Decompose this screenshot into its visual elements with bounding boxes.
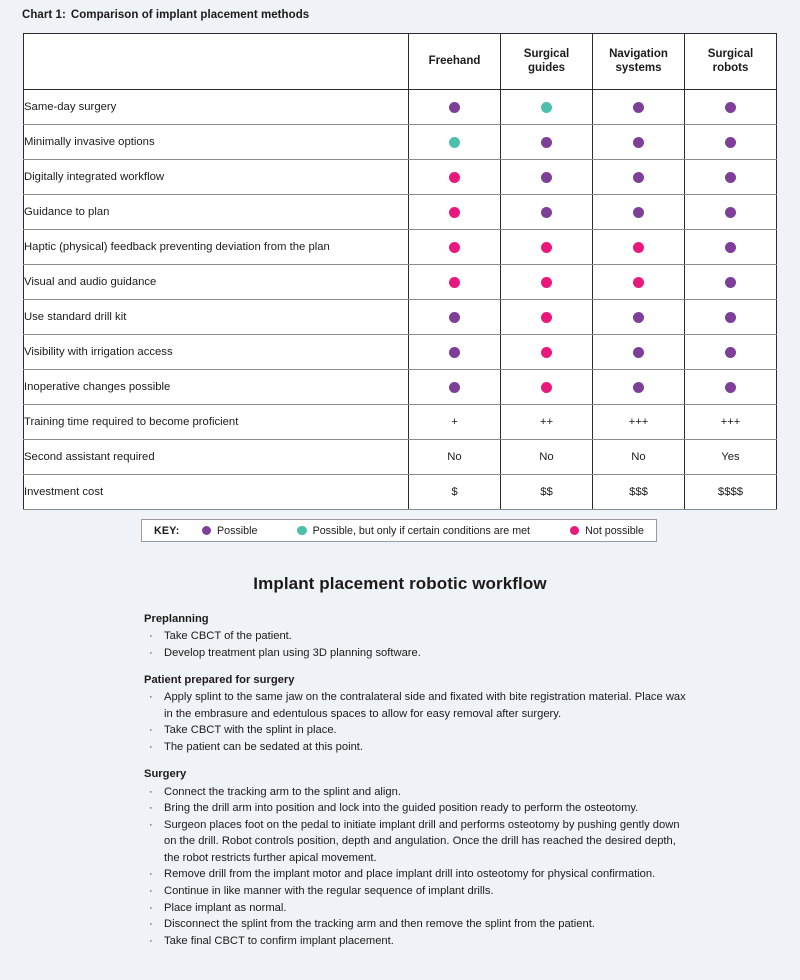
list-item-text: Take CBCT of the patient. (164, 630, 292, 643)
legend-text-conditional: Possible, but only if certain conditions are met (312, 524, 531, 537)
column-header-line-2: systems (615, 61, 662, 74)
column-header-freehand (409, 34, 501, 90)
table-row (24, 440, 777, 475)
cell-status-possible (685, 230, 777, 265)
status-dot-not-possible-icon (633, 277, 644, 288)
table-row (24, 265, 777, 300)
column-header-surgical-guides (501, 34, 593, 90)
list-item-text: Disconnect the splint from the tracking arm and then remove the splint from the patient. (164, 918, 595, 931)
status-dot-possible-icon (725, 312, 736, 323)
cell-status-not-possible (501, 230, 593, 265)
cell-value: + (409, 405, 501, 440)
legend-text-possible: Possible (217, 524, 258, 537)
bullet-icon: · (149, 918, 153, 931)
row-label: Minimally invasive options (24, 125, 409, 160)
row-label: Haptic (physical) feedback preventing deviation from the plan (24, 230, 409, 265)
comparison-table-wrapper (23, 33, 777, 510)
bullet-icon: · (149, 630, 153, 643)
column-header-line-1: Surgical (707, 47, 754, 60)
bullet-icon: · (149, 646, 153, 659)
column-header-navigation-systems (593, 34, 685, 90)
column-header-line-2: robots (712, 61, 749, 74)
status-dot-possible-icon (725, 347, 736, 358)
status-dot-possible-icon (541, 207, 552, 218)
status-dot-possible-icon (633, 102, 644, 113)
workflow-list (144, 784, 689, 950)
cell-status-possible (409, 335, 501, 370)
bullet-icon: · (149, 741, 153, 754)
cell-status-conditional (501, 90, 593, 125)
workflow-group (144, 611, 689, 661)
table-body (24, 90, 777, 510)
bullet-icon: · (149, 802, 153, 815)
bullet-icon: · (149, 885, 153, 898)
list-item-text: Bring the drill arm into position and lock into the guided position ready to perform the osteotomy. (164, 802, 639, 815)
column-header-surgical-robots (685, 34, 777, 90)
list-item-text: Place implant as normal. (164, 901, 287, 914)
list-item (144, 689, 689, 721)
workflow-list (144, 628, 689, 661)
status-dot-possible-icon (725, 207, 736, 218)
row-label: Guidance to plan (24, 195, 409, 230)
table-row (24, 125, 777, 160)
status-dot-possible-icon (725, 137, 736, 148)
chart-title (22, 9, 309, 21)
table-header-row (24, 34, 777, 90)
cell-status-possible (685, 160, 777, 195)
status-dot-possible-icon (449, 102, 460, 113)
list-item (144, 645, 689, 661)
status-dot-possible-icon (541, 172, 552, 183)
cell-status-possible (685, 370, 777, 405)
legend-key (141, 519, 657, 542)
cell-status-possible (501, 125, 593, 160)
status-dot-not-possible-icon (633, 242, 644, 253)
cell-status-possible (593, 90, 685, 125)
status-dot-conditional-icon (541, 102, 552, 113)
cell-status-not-possible (409, 265, 501, 300)
column-header-line-2: guides (527, 61, 566, 74)
table-row (24, 90, 777, 125)
workflow-body (144, 611, 689, 950)
table-head (24, 34, 777, 90)
list-item (144, 817, 689, 866)
bullet-icon: · (149, 868, 153, 881)
bullet-icon: · (149, 819, 153, 832)
list-item (144, 722, 689, 738)
status-dot-possible-icon (633, 172, 644, 183)
cell-value: Yes (685, 440, 777, 475)
table-row (24, 195, 777, 230)
list-item (144, 916, 689, 932)
list-item-text: Remove drill from the implant motor and place implant drill into osteotomy for physical confirmation. (164, 868, 656, 881)
status-dot-possible-icon (633, 207, 644, 218)
status-dot-not-possible-icon (541, 382, 552, 393)
cell-status-not-possible (501, 265, 593, 300)
cell-value: $$$ (593, 475, 685, 510)
cell-status-not-possible (409, 195, 501, 230)
cell-value: ++ (501, 405, 593, 440)
cell-status-not-possible (593, 230, 685, 265)
cell-status-possible (593, 195, 685, 230)
status-dot-possible-icon (633, 347, 644, 358)
table-row (24, 300, 777, 335)
status-dot-not-possible-icon (449, 277, 460, 288)
cell-status-not-possible (501, 335, 593, 370)
cell-value: No (593, 440, 685, 475)
status-dot-not-possible-icon (449, 242, 460, 253)
cell-status-possible (685, 125, 777, 160)
status-dot-possible-icon (725, 102, 736, 113)
table-row (24, 475, 777, 510)
comparison-table (23, 33, 777, 510)
legend-item-not-possible (570, 525, 644, 537)
cell-value: +++ (685, 405, 777, 440)
row-label: Same-day surgery (24, 90, 409, 125)
cell-status-not-possible (409, 160, 501, 195)
list-item (144, 628, 689, 644)
table-row (24, 160, 777, 195)
cell-status-possible (593, 370, 685, 405)
cell-status-possible (501, 160, 593, 195)
workflow-list (144, 689, 689, 755)
workflow-group (144, 672, 689, 755)
list-item (144, 866, 689, 882)
status-dot-not-possible-icon (449, 172, 460, 183)
cell-status-possible (685, 90, 777, 125)
cell-value: $$$$ (685, 475, 777, 510)
cell-status-possible (593, 125, 685, 160)
status-dot-possible-icon (449, 312, 460, 323)
cell-status-possible (685, 300, 777, 335)
column-header-line-1: Navigation (609, 47, 668, 60)
cell-status-possible (685, 195, 777, 230)
cell-status-conditional (409, 125, 501, 160)
cell-value: No (501, 440, 593, 475)
cell-status-not-possible (593, 265, 685, 300)
cell-status-not-possible (409, 230, 501, 265)
table-row (24, 335, 777, 370)
table-row (24, 230, 777, 265)
legend-text-not-possible: Not possible (585, 524, 644, 537)
cell-status-possible (685, 265, 777, 300)
status-dot-possible-icon (633, 312, 644, 323)
bullet-icon: · (149, 785, 153, 798)
list-item (144, 933, 689, 949)
status-dot-conditional-icon (449, 137, 460, 148)
row-label: Training time required to become proficient (24, 405, 409, 440)
cell-value: No (409, 440, 501, 475)
list-item (144, 800, 689, 816)
list-item-text: Surgeon places foot on the pedal to initiate implant drill and performs osteotomy by pushing gently down on the drill. Robot controls position, depth and angulation. Once the drill has reached the desired depth, the robot restricts further apical movement. (164, 819, 680, 864)
list-item-text: Continue in like manner with the regular sequence of implant drills. (164, 885, 494, 898)
legend-item-possible (202, 525, 258, 537)
legend-swatch-not-possible-icon (570, 526, 580, 536)
cell-status-possible (501, 195, 593, 230)
workflow-group-heading: Patient prepared for surgery (144, 674, 295, 687)
list-item-text: Develop treatment plan using 3D planning software. (164, 646, 421, 659)
cell-status-possible (409, 90, 501, 125)
list-item-text: The patient can be sedated at this point. (164, 741, 364, 754)
row-label: Use standard drill kit (24, 300, 409, 335)
list-item (144, 784, 689, 800)
status-dot-possible-icon (725, 242, 736, 253)
chart-number: Chart 1: (22, 9, 66, 21)
table-row (24, 405, 777, 440)
list-item (144, 739, 689, 755)
row-label: Digitally integrated workflow (24, 160, 409, 195)
row-label: Inoperative changes possible (24, 370, 409, 405)
status-dot-possible-icon (633, 137, 644, 148)
cell-status-possible (409, 300, 501, 335)
status-dot-possible-icon (449, 347, 460, 358)
table-corner-header (24, 34, 409, 90)
bullet-icon: · (149, 724, 153, 737)
status-dot-not-possible-icon (541, 312, 552, 323)
cell-value: $$ (501, 475, 593, 510)
row-label: Visibility with irrigation access (24, 335, 409, 370)
legend-swatch-conditional-icon (297, 526, 307, 536)
row-label: Visual and audio guidance (24, 265, 409, 300)
status-dot-not-possible-icon (541, 242, 552, 253)
cell-status-possible (593, 335, 685, 370)
status-dot-possible-icon (541, 137, 552, 148)
status-dot-possible-icon (633, 382, 644, 393)
status-dot-possible-icon (725, 277, 736, 288)
workflow-group-heading: Surgery (144, 768, 187, 781)
status-dot-possible-icon (725, 382, 736, 393)
column-header-line-1: Surgical (523, 47, 570, 60)
list-item-text: Connect the tracking arm to the splint and align. (164, 785, 401, 798)
status-dot-possible-icon (449, 382, 460, 393)
cell-status-not-possible (501, 370, 593, 405)
bullet-icon: · (149, 901, 153, 914)
workflow-group (144, 766, 689, 949)
status-dot-not-possible-icon (449, 207, 460, 218)
table-row (24, 370, 777, 405)
cell-value: +++ (593, 405, 685, 440)
cell-status-possible (685, 335, 777, 370)
workflow-group-heading: Preplanning (144, 613, 209, 625)
cell-status-possible (593, 300, 685, 335)
list-item (144, 883, 689, 899)
status-dot-not-possible-icon (541, 277, 552, 288)
bullet-icon: · (149, 935, 153, 948)
row-label: Second assistant required (24, 440, 409, 475)
list-item-text: Take CBCT with the splint in place. (164, 724, 337, 737)
cell-status-not-possible (501, 300, 593, 335)
cell-value: $ (409, 475, 501, 510)
cell-status-possible (593, 160, 685, 195)
row-label: Investment cost (24, 475, 409, 510)
status-dot-not-possible-icon (541, 347, 552, 358)
bullet-icon: · (149, 691, 153, 704)
column-header-line-1: Freehand (428, 54, 481, 67)
legend-swatch-possible-icon (202, 526, 212, 536)
workflow-title: Implant placement robotic workflow (253, 574, 547, 593)
legend-item-conditional (297, 525, 530, 537)
cell-status-possible (409, 370, 501, 405)
list-item (144, 900, 689, 916)
list-item-text: Apply splint to the same jaw on the contralateral side and fixated with bite registration material. Place wax in the embrasure and edentulous spaces to allow for easy removal after surgery. (164, 691, 686, 720)
list-item-text: Take final CBCT to confirm implant placement. (164, 935, 394, 948)
status-dot-possible-icon (725, 172, 736, 183)
legend-label: KEY: (154, 524, 180, 537)
chart-title-text: Comparison of implant placement methods (70, 9, 310, 21)
